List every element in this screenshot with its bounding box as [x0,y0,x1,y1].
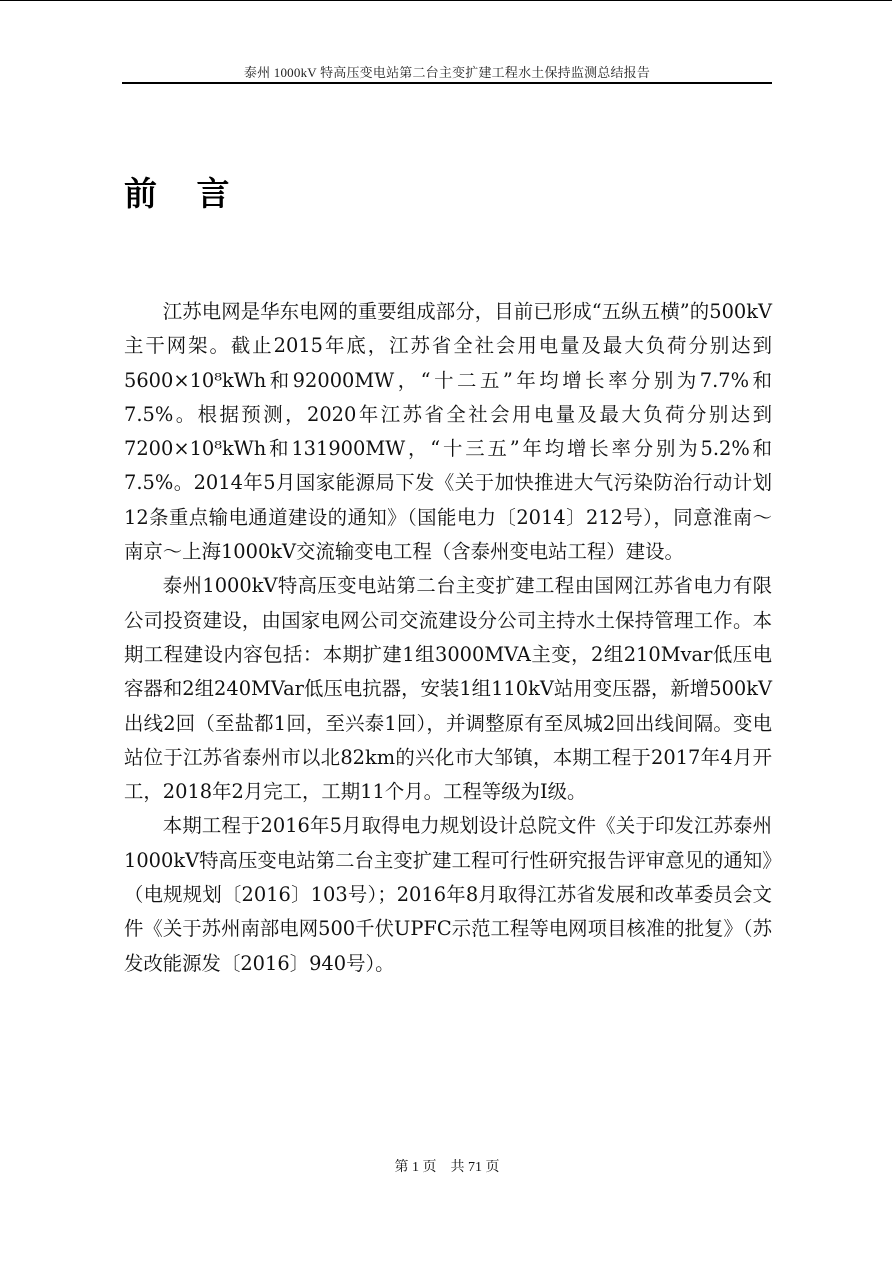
page-total: 共 71 页 [450,1160,500,1175]
body-text [124,295,772,981]
page-footer [122,1156,772,1176]
paragraph-power-grid: 江苏电网是华东电网的重要组成部分，目前已形成“五纵五横”的500kV主干网架。截止2015年底，江苏省全社会用电量及最大负荷分别达到5600×10⁸kWh和92000MW，“十二五”年均增长率分别为7.7%和7.5%。根据预测，2020年江苏省全社会用电量及最大负荷分别达到7200×10⁸kWh和131900MW，“十三五”年均增长率分别为5.2%和7.5%。2014年5月国家能源局下发《关于加快推进大气污染防治行动计划12条重点输电通道建设的通知》（国能电力〔2014〕212号），同意淮南～南京～上海1000kV交流输变电工程（含泰州变电站工程）建设。 [124,300,772,564]
page-top-border [0,0,892,1]
running-header: 泰州 1000kV 特高压变电站第二台主变扩建工程水土保持监测总结报告 [243,65,651,80]
paragraph-project-scope: 泰州1000kV特高压变电站第二台主变扩建工程由国网江苏省电力有限公司投资建设，由国家电网公司交流建设分公司主持水土保持管理工作。本期工程建设内容包括：本期扩建1组3000MVA主变，2组210Mvar低压电容器和2组240MVar低压电抗器，安装1组110kV站用变压器，新增500kV出线2回（至盐都1回，至兴泰1回），并调整原有至凤城2回出线间隔。变电站位于江苏省泰州市以北82km的兴化市大邹镇，本期工程于2017年4月开工，2018年2月完工，工期11个月。工程等级为Ⅰ级。 [124,574,772,804]
section-title: 前 言 [124,174,244,213]
header-rule [122,82,772,84]
page-number: 第 1 页 [394,1160,437,1175]
paragraph-approvals: 本期工程于2016年5月取得电力规划设计总院文件《关于印发江苏泰州1000kV特高压变电站第二台主变扩建工程可行性研究报告评审意见的通知》（电规规划〔2016〕103号）；2016年8月取得江苏省发展和改革委员会文件《关于苏州南部电网500千伏UPFC示范工程等电网项目核准的批复》（苏发改能源发〔2016〕940号）。 [124,814,772,975]
